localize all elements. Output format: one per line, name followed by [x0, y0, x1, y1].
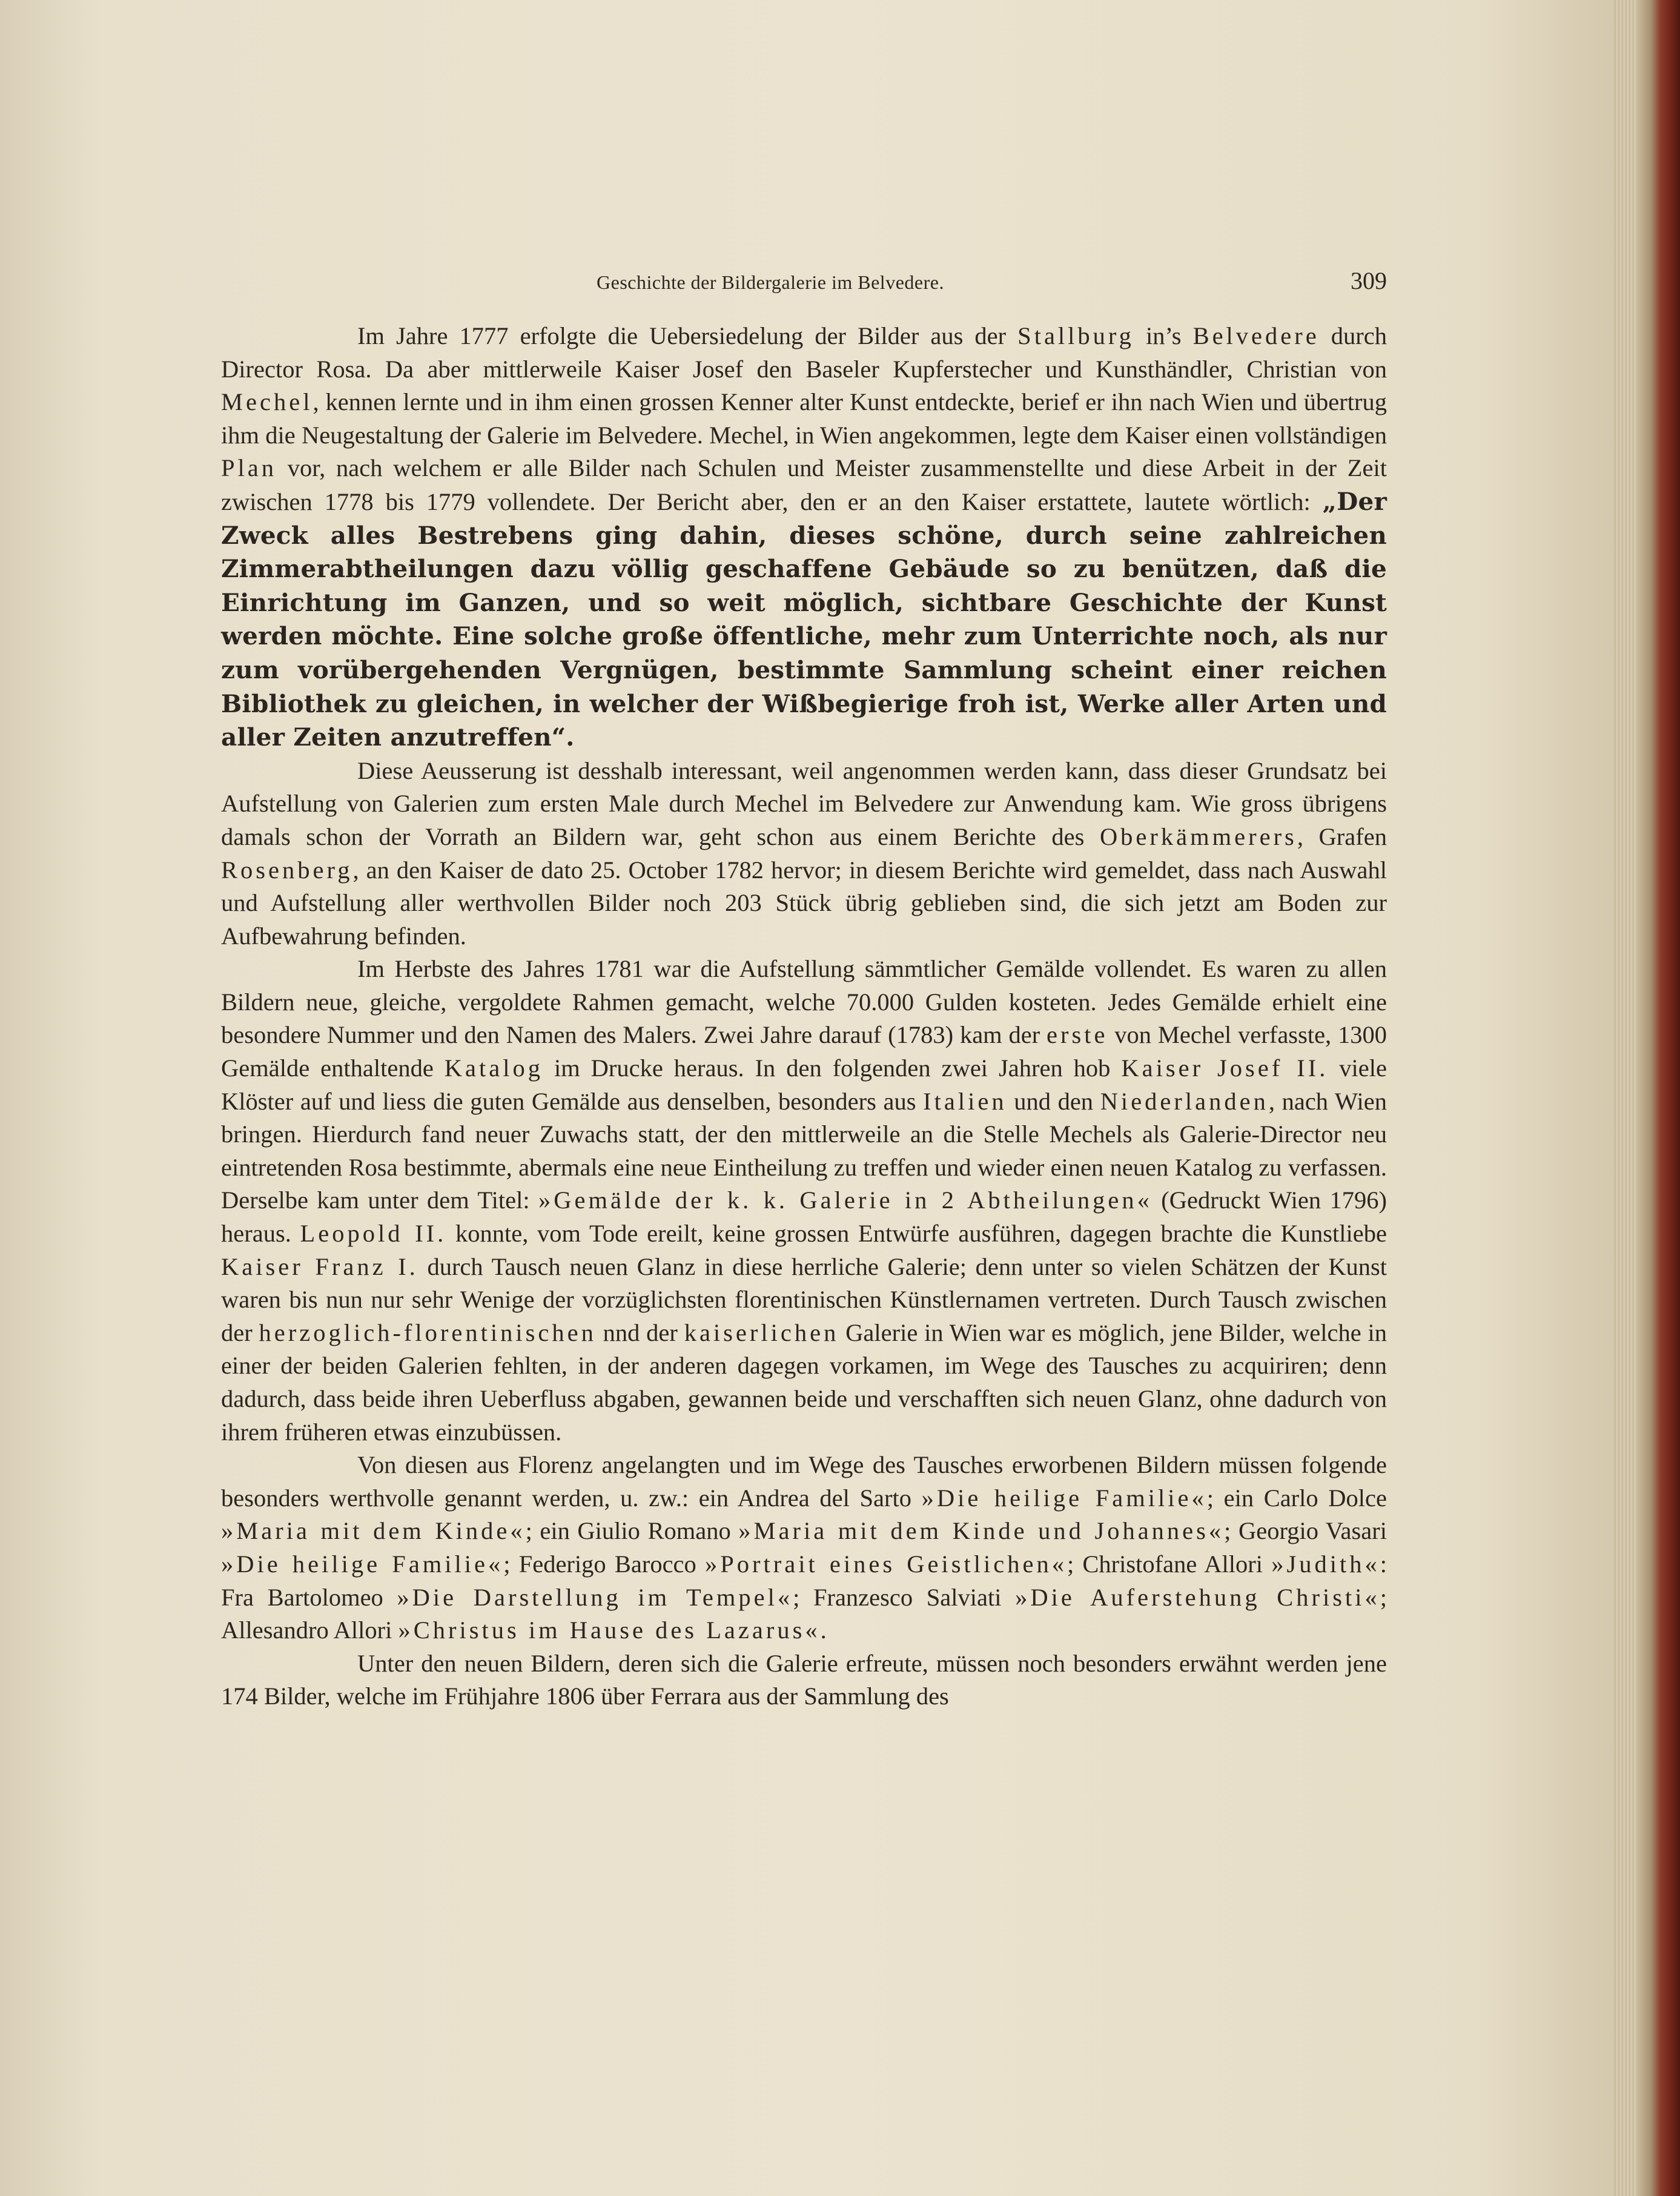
page-edges	[1613, 0, 1638, 2196]
spaced-text: »Christus im Hause des Lazarus«	[398, 1616, 821, 1644]
paragraph-3	[221, 953, 1387, 1449]
spaced-text: herzoglich-florentinischen	[259, 1318, 597, 1346]
text-run: ; Georgio Vasari	[1224, 1517, 1387, 1545]
spaced-text: »Die Darstellung im Tempel«	[397, 1583, 793, 1611]
text-run: , nach Wien bringen. Hierdurch fand neuer Zuwachs statt, der den mittlerweile an die Stelle Mechels als Galerie-Director neu eintretenden Rosa bestimmte, abermals eine neue Eintheilung zu treffen und wieder einen neuen Katalog zu verfassen. Derselbe kam unter dem Titel:	[221, 1087, 1387, 1214]
body-text	[221, 320, 1387, 1713]
text-run: (Gedruckt Wien 1796) heraus.	[221, 1186, 1387, 1248]
text-run: vor, nach welchem er alle Bilder nach Schulen und Meister zusammenstellte und diese Arbeit in der Zeit zwischen 1778 bis 1779 vollendete. Der Bericht aber, den er an den Kaiser erstattete, lautete wörtlich:	[221, 454, 1387, 515]
spaced-text: »Maria mit dem Kinde«	[221, 1517, 526, 1545]
text-run: Von diesen aus Florenz angelangten und im Wege des Tausches erworbenen Bildern müssen folgende besonders werthvolle genannt werden, u. zw.: ein Andrea del Sarto	[221, 1451, 1387, 1512]
spaced-text: Mechel	[221, 388, 313, 416]
text-run: ; ein Carlo Dolce	[1206, 1484, 1387, 1512]
spaced-text: Kaiser Josef II.	[1121, 1054, 1329, 1082]
text-run: konnte, vom Tode ereilt, keine grossen Entwürfe ausführen, dagegen brachte die Kunstliebe	[446, 1220, 1387, 1248]
text-run: Diese Aeusserung ist desshalb interessant, weil angenommen werden kann, dass dieser Grundsatz bei Aufstellung von Galerien zum ersten Male durch Mechel im Belvedere zur Anwendung kam. Wie gross übrigens damals schon der Vorrath an Bildern war, geht schon aus einem Berichte des	[221, 756, 1387, 850]
text-run: durch Director Rosa. Da aber mittlerweile Kaiser Josef den Baseler Kupferstecher und Kunsthändler, Christian von	[221, 322, 1387, 383]
text-run: , kennen lernte und in ihm einen grossen Kenner alter Kunst entdeckte, berief er ihn nach Wien und übertrug ihm die Neugestaltung der Galerie im Belvedere. Mechel, in Wien angekommen, legte dem Kaiser einen vollständigen	[221, 388, 1387, 449]
spaced-text: Katalog	[444, 1054, 543, 1082]
spaced-text: »Die heilige Familie«	[221, 1550, 504, 1578]
text-run: und den	[1007, 1087, 1100, 1115]
text-run: Galerie in Wien war es möglich, jene Bilder, welche in einer der beiden Galerien fehlten, in der anderen dagegen vorkamen, im Wege des Tausches zu acquiriren; denn dadurch, dass beide ihren Ueberfluss abgaben, gewannen beide und verschafften sich neuen Glanz, ohne dadurch von ihrem früheren etwas einzubüssen.	[221, 1318, 1387, 1446]
text-run: von Mechel verfasste, 1300 Gemälde enthaltende	[221, 1021, 1387, 1082]
text-run: ; Franzesco Salviati	[793, 1583, 1016, 1611]
running-head: Geschichte der Bildergalerie im Belvedere.	[597, 271, 944, 293]
spaced-text: Belvedere	[1192, 322, 1320, 349]
spaced-text: »Die heilige Familie«	[921, 1484, 1207, 1512]
text-run: , an den Kaiser de dato 25. October 1782 hervor; in diesem Berichte wird gemeldet, dass nach Auswahl und Aufstellung aller werthvollen Bilder noch 203 Stück übrig geblieben sind, die sich jetzt am Boden zur Aufbewahrung befinden.	[221, 856, 1387, 950]
text-run: , Grafen	[1297, 822, 1387, 850]
spaced-text: Kaiser Franz I.	[221, 1252, 418, 1280]
text-run: nnd der	[596, 1318, 684, 1346]
paragraph-4	[221, 1449, 1387, 1647]
text-run: viele Klöster auf und liess die guten Gemälde aus denselben, besonders aus	[221, 1054, 1387, 1115]
paragraph-1	[221, 320, 1387, 755]
spaced-text: »Gemälde der k. k. Galerie in 2 Abtheilungen«	[538, 1186, 1153, 1214]
spaced-text: Italien	[923, 1087, 1007, 1115]
text-run: in’s	[1134, 322, 1193, 349]
spaced-text: Plan	[221, 454, 277, 482]
spaced-text: Rosenberg	[221, 856, 353, 884]
text-run: ; ein Giulio Romano	[525, 1517, 739, 1545]
spaced-text: »Portrait eines Geistlichen«	[704, 1550, 1067, 1578]
spaced-text: erste	[1047, 1021, 1108, 1049]
spaced-text: »Maria mit dem Kinde und Johannes«	[738, 1517, 1225, 1545]
paragraph-2	[221, 755, 1387, 953]
spaced-text: Oberkämmerers	[1099, 822, 1297, 850]
text-run: .	[820, 1616, 827, 1644]
paragraph-5	[221, 1647, 1387, 1713]
spaced-text: Stallburg	[1017, 322, 1134, 349]
spaced-text: »Judith«	[1271, 1550, 1380, 1578]
text-run: : Fra Bartolomeo	[221, 1550, 1387, 1611]
text-run: Unter den neuen Bildern, deren sich die Galerie erfreute, müssen noch besonders erwähnt werden jene 174 Bilder, welche im Frühjahre 1806 über Ferrara aus der Sammlung des	[221, 1649, 1387, 1710]
text-run: im Drucke heraus. In den folgenden zwei Jahren hob	[543, 1054, 1122, 1082]
spaced-text: kaiserlichen	[684, 1318, 839, 1346]
text-run: ; Federigo Barocco	[503, 1550, 705, 1578]
book-binding	[1638, 0, 1680, 2196]
page-header	[221, 266, 1387, 303]
text-run: ; Allesandro Allori	[221, 1583, 1387, 1644]
blackletter-quote: „Der Zweck alles Bestrebens ging dahin, dieses schöne, durch seine zahlreichen Zimmerabtheilungen dazu völlig geschaffene Gebäude so zu benützen, daß die Einrichtung im Ganzen, und so weit möglich, sichtbare Geschichte der Kunst werden möchte. Eine solche große öffentliche, mehr zum Unterrichte noch, als nur zum vorübergehenden Vergnügen, bestimmte Sammlung scheint einer reichen Bibliothek zu gleichen, in welcher der Wißbegierige froh ist, Werke aller Arten und aller Zeiten anzutreffen“.	[221, 486, 1387, 752]
text-run: durch Tausch neuen Glanz in diese herrliche Galerie; denn unter so vielen Schätzen der Kunst waren bis nun nur sehr Wenige der vorzüglichsten florentinischen Künstlernamen vertreten. Durch Tausch zwischen der	[221, 1252, 1387, 1346]
spaced-text: Leopold II.	[300, 1220, 447, 1248]
spaced-text: Niederlanden	[1100, 1087, 1269, 1115]
text-run: Im Jahre 1777 erfolgte die Uebersiedelung der Bilder aus der	[357, 322, 1018, 349]
spaced-text: »Die Auferstehung Christi«	[1015, 1583, 1380, 1611]
text-run: ; Christofane Allori	[1067, 1550, 1272, 1578]
page-number: 309	[1351, 267, 1387, 294]
text-run: Im Herbste des Jahres 1781 war die Aufstellung sämmtlicher Gemälde vollendet. Es waren zu allen Bildern neue, gleiche, vergoldete Rahmen gemacht, welche 70.000 Gulden kosteten. Jedes Gemälde erhielt eine besondere Nummer und den Namen des Malers. Zwei Jahre darauf (1783) kam der	[221, 955, 1387, 1049]
